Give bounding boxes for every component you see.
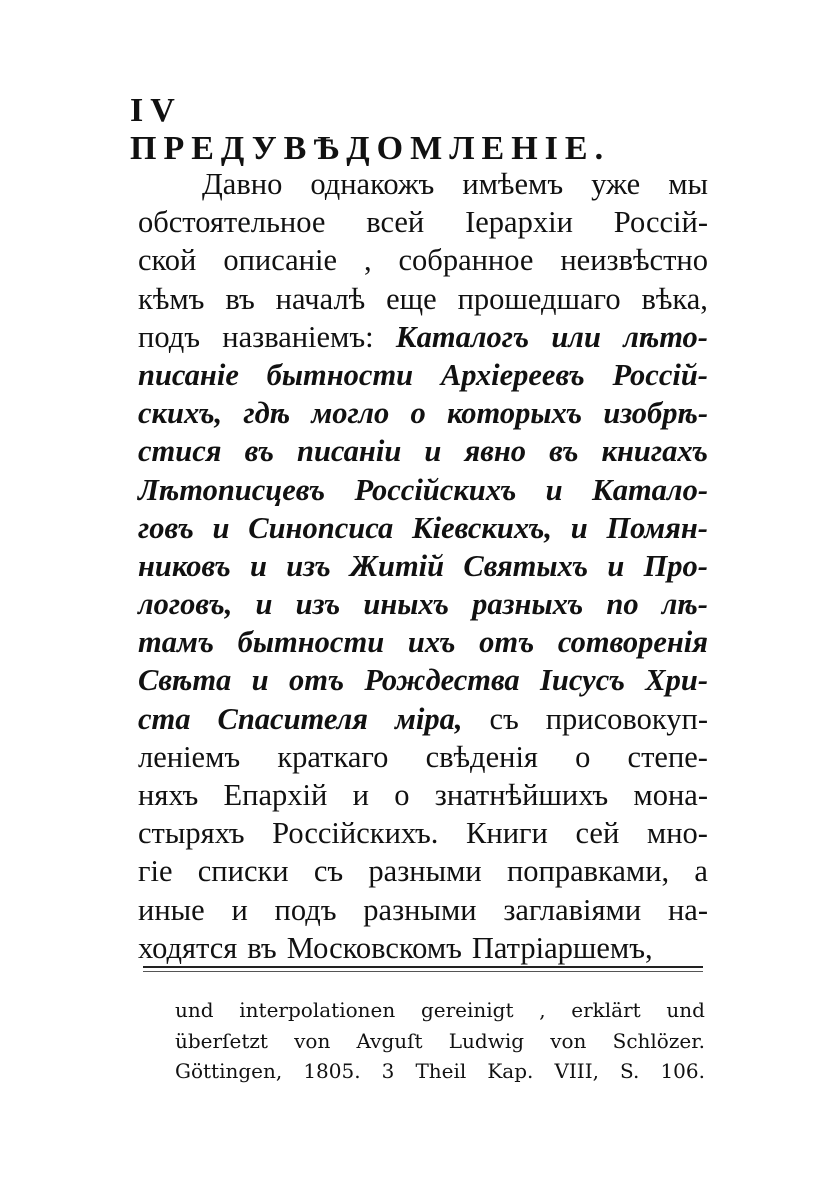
footnote-word: 106. — [660, 1059, 705, 1083]
body-word: знатнѣйшихъ — [434, 778, 609, 812]
body-word: однакожъ — [310, 167, 435, 201]
body-word: собранное — [398, 243, 534, 278]
footnote-word: VIII, — [554, 1059, 599, 1083]
body-line — [138, 509, 708, 547]
body-word: ходятся — [138, 930, 238, 965]
body-word: началѣ — [275, 281, 366, 316]
footnote-word: Avguſt — [356, 1028, 423, 1053]
body-word: въ — [247, 930, 277, 965]
body-word: или — [551, 319, 601, 354]
body-word: Россій- — [612, 357, 708, 392]
body-word: и — [424, 434, 442, 469]
body-word: въ — [225, 281, 255, 316]
body-word: еще — [386, 281, 437, 316]
body-word: бытности — [237, 625, 385, 660]
body-word: гіе — [138, 854, 173, 889]
body-word: няхъ — [138, 778, 199, 812]
body-word: могло — [311, 396, 390, 431]
body-word: иныхъ — [363, 587, 449, 622]
body-word: Рождества — [364, 663, 520, 698]
footnote-word: überſetzt — [175, 1028, 268, 1053]
body-word: иные — [138, 892, 205, 927]
body-word: мно- — [646, 816, 708, 851]
body-word: и — [231, 892, 248, 927]
body-word: прошедшаго — [457, 281, 621, 316]
footnote-word: S. — [620, 1059, 640, 1083]
footnote-word: gereinigt — [420, 998, 514, 1022]
body-word: явно — [464, 434, 527, 469]
body-word: на- — [667, 892, 708, 927]
body-word: имѣемъ — [462, 167, 564, 201]
body-word: степе- — [627, 739, 708, 774]
body-word: ихъ — [407, 625, 456, 660]
body-line — [138, 585, 708, 623]
footnote-separator-thin — [143, 971, 703, 972]
footnote-word: von — [550, 1028, 587, 1053]
body-word: съ — [489, 701, 519, 736]
body-word: изъ — [295, 587, 341, 622]
footnote-word: und — [175, 998, 214, 1022]
body-word: сей — [575, 816, 620, 851]
body-word: Святыхъ — [463, 548, 589, 583]
body-word: стыряхъ — [138, 816, 245, 851]
body-word: списки — [197, 854, 289, 889]
body-word: изъ — [286, 548, 331, 583]
footnote-separator — [143, 966, 703, 968]
body-word: Московскомъ — [286, 930, 462, 965]
body-word: леніемъ — [138, 739, 241, 774]
body-word: скихъ, — [138, 396, 223, 431]
body-word: свѣденія — [425, 739, 538, 774]
body-line — [138, 623, 708, 661]
body-word: и — [352, 778, 369, 812]
body-line — [138, 547, 708, 585]
body-line — [138, 891, 708, 929]
body-word: логовъ, — [138, 587, 233, 622]
body-line — [138, 432, 708, 470]
body-word: разными — [368, 854, 482, 889]
body-word: Синопсиса — [248, 510, 394, 545]
running-header — [130, 92, 650, 167]
body-line — [138, 661, 708, 699]
body-word: описаніе — [223, 243, 338, 278]
footnote-word: Ludwig — [448, 1028, 525, 1053]
footnote-word: und — [666, 998, 705, 1022]
footnote-word: Kap. — [487, 1059, 534, 1083]
body-word: , — [363, 243, 372, 278]
body-word: лѣто- — [623, 319, 708, 354]
body-word: мона- — [633, 778, 708, 812]
body-word: подъ — [138, 319, 200, 354]
body-word: писаніи — [297, 434, 402, 469]
footnote-word: von — [294, 1028, 331, 1053]
footnote-word: interpolationen — [239, 998, 396, 1022]
footnote-word: , — [539, 998, 546, 1022]
body-word: сотворенія — [557, 625, 708, 660]
body-word: писаніе — [138, 357, 239, 392]
body-word: Іисусъ — [540, 663, 625, 698]
body-word: Іерархіи — [465, 205, 573, 240]
body-word: Помян- — [606, 510, 708, 545]
body-line — [138, 471, 708, 509]
footnote-line — [175, 995, 705, 1026]
body-word: Про- — [643, 548, 708, 583]
footnote-word: Schlözer. — [612, 1028, 705, 1053]
body-line — [138, 241, 708, 279]
body-word: которыхъ — [446, 396, 583, 431]
footnote-line — [175, 1026, 705, 1057]
body-word: лѣ- — [661, 587, 708, 622]
body-word: Свѣта — [138, 663, 232, 698]
body-word: и — [570, 510, 588, 545]
body-word: разными — [363, 892, 477, 927]
body-word: о — [575, 739, 591, 774]
body-word: никовъ — [138, 548, 231, 583]
body-word: кѣмъ — [138, 281, 205, 316]
body-word: Россій- — [613, 205, 708, 240]
body-word: Давно — [202, 167, 283, 201]
body-word: разныхъ — [472, 587, 584, 622]
body-line — [138, 203, 708, 241]
body-word: Житій — [350, 548, 445, 583]
body-word: ста — [138, 701, 191, 736]
body-word: поправками, — [506, 854, 670, 889]
footnote-word: Theil — [415, 1059, 467, 1083]
body-word: Россійскихъ. — [272, 816, 439, 851]
body-line — [138, 394, 708, 432]
body-word: Россійскихъ — [354, 472, 517, 507]
body-line — [138, 776, 708, 814]
body-line — [138, 165, 708, 203]
body-word: присовокуп- — [545, 701, 708, 736]
body-word: Лѣтописцевъ — [138, 472, 326, 507]
body-word: Архіереевъ — [440, 357, 585, 392]
body-word: неизвѣстно — [560, 243, 708, 278]
body-word: и — [251, 663, 269, 698]
main-text — [138, 165, 708, 967]
body-word: и — [212, 510, 230, 545]
body-word: Патріаршемъ, — [471, 930, 653, 965]
footnote-word: Göttingen, — [175, 1059, 283, 1083]
body-word: Кіевскихъ, — [411, 510, 553, 545]
body-word: и — [250, 548, 267, 583]
body-word: бытности — [266, 357, 414, 392]
body-word: Спасителя — [217, 701, 369, 736]
footnote-word: erklärt — [571, 998, 641, 1022]
body-word: отъ — [479, 625, 535, 660]
body-word: гдѣ — [243, 396, 291, 431]
body-word: книгахъ — [601, 434, 708, 469]
running-title: ПРЕДУВѢДОМЛЕНІЕ. — [130, 130, 611, 167]
body-word: подъ — [274, 892, 337, 927]
body-word: и — [545, 472, 563, 507]
body-word: Епархій — [223, 778, 328, 812]
body-word: всей — [366, 205, 425, 240]
body-word: а — [694, 854, 708, 889]
body-word: вѣка, — [641, 281, 708, 316]
body-line — [138, 318, 708, 356]
body-word: обстоятельное — [138, 205, 326, 240]
body-word: о — [410, 396, 426, 431]
body-word: съ — [313, 854, 344, 889]
body-line — [138, 700, 708, 738]
body-word: стися — [138, 434, 222, 469]
body-word: краткаго — [277, 739, 389, 774]
body-word: мы — [668, 167, 708, 201]
body-word: Хри- — [645, 663, 708, 698]
body-word: міра, — [394, 701, 463, 736]
body-word: тамъ — [138, 625, 214, 660]
body-word: Книги — [466, 816, 548, 851]
body-word: и — [607, 548, 625, 583]
body-word: заглавіями — [503, 892, 642, 927]
footnote-text — [175, 995, 705, 1087]
body-line — [138, 280, 708, 318]
body-word: названіемъ: — [222, 319, 374, 354]
body-line — [138, 738, 708, 776]
body-word: и — [255, 587, 273, 622]
footnote-line — [175, 1056, 705, 1087]
body-line — [138, 814, 708, 852]
body-word: изобрѣ- — [603, 396, 708, 431]
body-line — [138, 356, 708, 394]
body-word: въ — [244, 434, 274, 469]
body-word: Каталогъ — [395, 319, 530, 354]
body-word: въ — [549, 434, 579, 469]
body-line — [138, 852, 708, 890]
body-word: говъ — [138, 510, 194, 545]
body-word: Катало- — [592, 472, 708, 507]
footnote-word: 1805. — [303, 1059, 361, 1083]
body-word: о — [394, 778, 410, 812]
body-word: отъ — [288, 663, 345, 698]
page-number: IV — [130, 92, 182, 129]
body-word: ской — [138, 243, 197, 278]
footnote-word: 3 — [381, 1059, 395, 1083]
body-word: уже — [591, 167, 641, 201]
body-line — [138, 929, 708, 967]
body-word: по — [606, 587, 639, 622]
